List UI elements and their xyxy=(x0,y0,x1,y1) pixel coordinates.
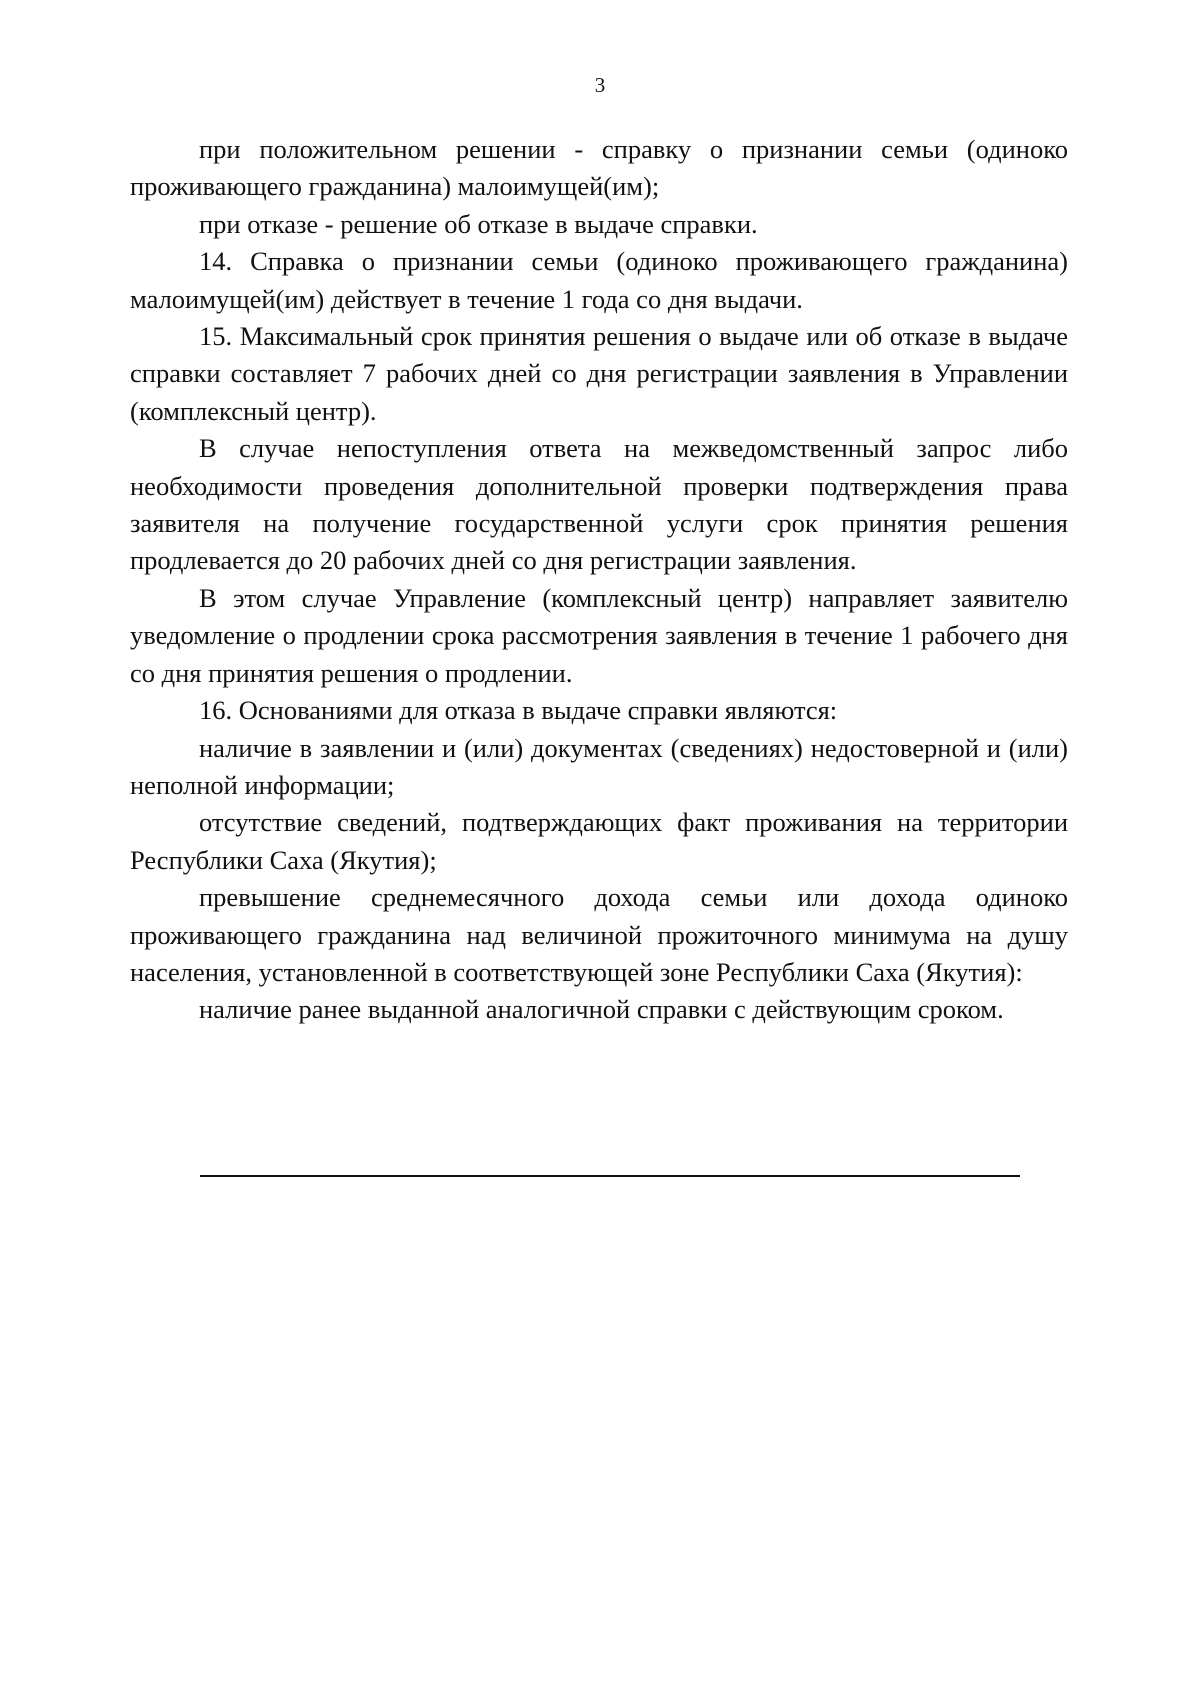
paragraph-refusal-decision: при отказе - решение об отказе в выдаче справки. xyxy=(199,208,758,239)
document-body xyxy=(130,131,1068,1029)
page-number: 3 xyxy=(594,73,606,97)
paragraph-item-14: 14. Справка о признании семьи (одиноко проживающего гражданина) малоимущей(им) действует в течение 1 года со дня выдачи. xyxy=(130,246,1068,314)
paragraph-ground-income-excess: превышение среднемесячного дохода семьи или дохода одиноко проживающего гражданина над величиной прожиточного минимума на душу населения, установленной в соответствующей зоне Республики Саха (Якутия): xyxy=(130,882,1068,987)
closing-divider-line xyxy=(200,1175,1020,1177)
paragraph-ground-false-info: наличие в заявлении и (или) документах (сведениях) недостоверной и (или) неполной информации; xyxy=(130,732,1068,800)
paragraph-ground-existing-certificate: наличие ранее выданной аналогичной справки с действующим сроком. xyxy=(199,994,1004,1025)
paragraph-ground-no-residence: отсутствие сведений, подтверждающих факт проживания на территории Республики Саха (Якутия); xyxy=(130,807,1068,875)
paragraph-extension-notice: В этом случае Управление (комплексный центр) направляет заявителю уведомление о продлении срока рассмотрения заявления в течение 1 рабочего дня со дня принятия решения о продлении. xyxy=(130,582,1068,688)
paragraph-positive-decision: при положительном решении - справку о признании семьи (одиноко проживающего гражданина) малоимущей(им); xyxy=(130,134,1068,202)
paragraph-item-15: 15. Максимальный срок принятия решения о выдаче или об отказе в выдаче справки составляет 7 рабочих дней со дня регистрации заявления в Управлении (комплексный центр). xyxy=(130,321,1068,426)
paragraph-extension-case: В случае непоступления ответа на межведомственный запрос либо необходимости проведения дополнительной проверки подтверждения права заявителя на получение государственной услуги срок принятия решения продлевается до 20 рабочих дней со дня регистрации заявления. xyxy=(130,433,1068,576)
paragraph-item-16: 16. Основаниями для отказа в выдаче справки являются: xyxy=(199,695,838,726)
